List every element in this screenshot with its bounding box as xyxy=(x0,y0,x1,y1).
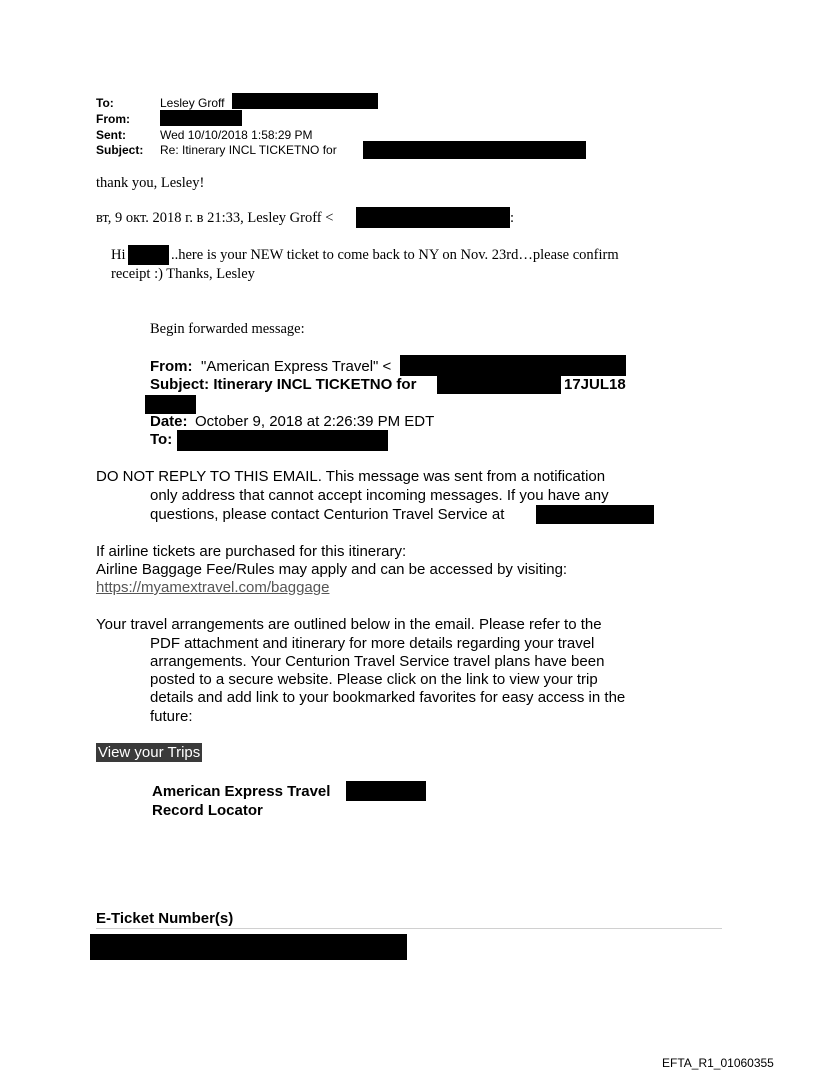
to-value: Lesley Groff xyxy=(160,96,225,110)
quote-attribution-suffix: : xyxy=(510,210,515,226)
notice-line-3: questions, please contact Centurion Travel Service at xyxy=(150,506,505,523)
view-trips-link[interactable]: View your Trips xyxy=(98,744,201,761)
redaction-box xyxy=(536,505,654,524)
fwd-from-label: From: xyxy=(150,358,193,375)
arrangements-line-5: details and add link to your bookmarked favorites for easy access in the xyxy=(150,689,626,706)
eticket-heading: E-Ticket Number(s) xyxy=(96,910,234,927)
to-label: To: xyxy=(96,96,114,110)
redaction-box xyxy=(160,110,242,126)
redaction-box xyxy=(128,245,169,265)
subject-label: Subject: xyxy=(96,143,144,157)
divider xyxy=(96,928,722,929)
redaction-box xyxy=(145,395,196,414)
baggage-link[interactable]: https://myamextravel.com/baggage xyxy=(96,579,330,596)
quote-attribution: вт, 9 окт. 2018 г. в 21:33, Lesley Groff < xyxy=(96,210,334,226)
from-label: From: xyxy=(96,112,130,126)
notice-line-1: DO NOT REPLY TO THIS EMAIL. This message was sent from a notification xyxy=(96,468,606,485)
redaction-box xyxy=(177,430,388,451)
baggage-line-2: Airline Baggage Fee/Rules may apply and can be accessed by visiting: xyxy=(96,561,568,578)
arrangements-line-4: posted to a secure website. Please click on the link to view your trip xyxy=(150,671,598,688)
fwd-subject-suffix: 17JUL18 xyxy=(564,376,626,393)
arrangements-line-2: PDF attachment and itinerary for more details regarding your travel xyxy=(150,635,595,652)
redaction-box xyxy=(90,934,407,960)
fwd-date-label: Date: xyxy=(150,413,188,430)
redaction-box xyxy=(346,781,426,801)
begin-forwarded: Begin forwarded message: xyxy=(150,321,305,337)
quoted-greeting: Hi xyxy=(111,247,126,263)
quoted-line-1: ..here is your NEW ticket to come back to NY on Nov. 23rd…please confirm xyxy=(171,247,619,263)
redaction-box xyxy=(356,207,510,228)
redaction-box xyxy=(437,374,561,394)
record-line-2: Record Locator xyxy=(152,802,263,819)
baggage-line-1: If airline tickets are purchased for this itinerary: xyxy=(96,543,407,560)
redaction-box xyxy=(232,93,378,109)
reply-body: thank you, Lesley! xyxy=(96,175,205,191)
fwd-to-label: To: xyxy=(150,431,173,448)
fwd-from-value: "American Express Travel" < xyxy=(201,358,392,375)
record-line-1: American Express Travel xyxy=(152,783,331,800)
document-id: EFTA_R1_01060355 xyxy=(662,1056,774,1070)
quoted-line-2: receipt :) Thanks, Lesley xyxy=(111,266,255,282)
subject-value: Re: Itinerary INCL TICKETNO for xyxy=(160,143,337,157)
arrangements-line-1: Your travel arrangements are outlined below in the email. Please refer to the xyxy=(96,616,602,633)
redaction-box xyxy=(363,141,586,159)
arrangements-line-6: future: xyxy=(150,708,193,725)
fwd-date-value: October 9, 2018 at 2:26:39 PM EDT xyxy=(195,413,435,430)
redaction-box xyxy=(400,355,626,376)
arrangements-line-3: arrangements. Your Centurion Travel Service travel plans have been xyxy=(150,653,605,670)
sent-value: Wed 10/10/2018 1:58:29 PM xyxy=(160,128,313,142)
fwd-subject-label: Subject: Itinerary INCL TICKETNO for xyxy=(150,376,417,393)
notice-line-2: only address that cannot accept incoming messages. If you have any xyxy=(150,487,609,504)
sent-label: Sent: xyxy=(96,128,126,142)
